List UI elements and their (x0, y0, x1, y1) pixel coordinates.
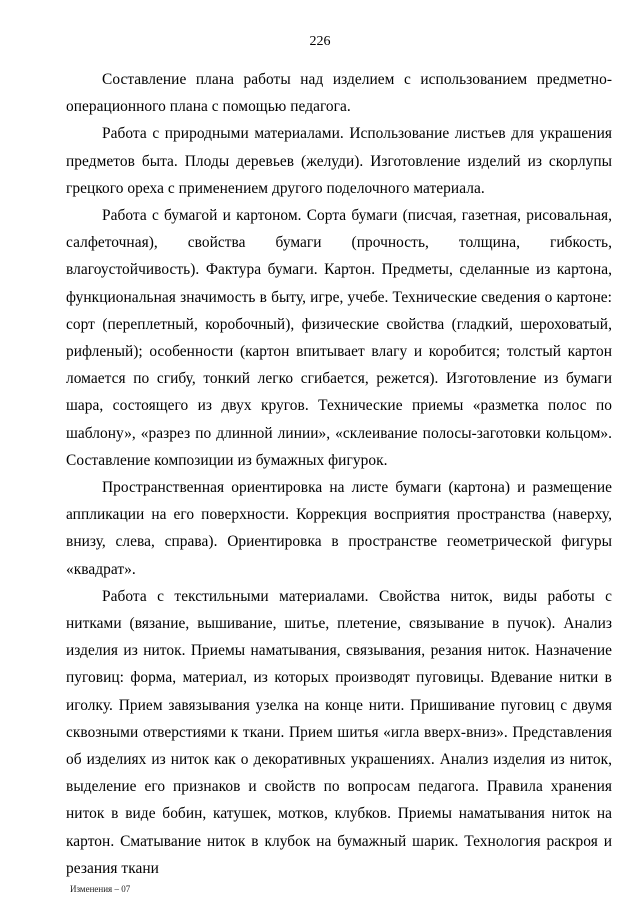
paragraph-paper-cardboard: Работа с бумагой и картоном. Сорта бумаги (писчая, газетная, рисовальная, салфеточная), свойства бумаги (прочность, толщина, гибкость, влагоустойчивость). Фактура бумаги. Картон. Предметы, сделанные из картона, функциональная значимость в быту, игре, учебе. Технические сведения о картоне: сорт (переплетный, коробочный), физические свойства (гладкий, шероховатый, рифленый); особенности (картон впитывает влагу и коробится; толстый картон ломается по сгибу, тонкий легко сгибается, режется). Изготовление из бумаги шара, состоящего из двух кругов. Технические приемы «разметка полос по шаблону», «разрез по длинной линии», «склеивание полосы-заготовки кольцом». Составление композиции из бумажных фигурок. (66, 207, 612, 469)
paragraph-natural-materials: Работа с природными материалами. Использование листьев для украшения предметов быта. Плоды деревьев (желуди). Изготовление изделий из скорлупы грецкого ореха с применением другого поделочного материала. (66, 125, 612, 197)
body-text (66, 66, 612, 882)
footer-revision-note: Изменения – 07 (70, 884, 131, 894)
paragraph-spatial-orientation: Пространственная ориентировка на листе бумаги (картона) и размещение аппликации на его поверхности. Коррекция восприятия пространства (наверху, внизу, слева, справа). Ориентировка в пространстве геометрической фигуры «квадрат». (66, 479, 612, 578)
paragraph-textile-materials: Работа с текстильными материалами. Свойства ниток, виды работы с нитками (вязание, вышивание, шитье, плетение, связывание в пучок). Анализ изделия из ниток. Приемы наматывания, связывания, резания ниток. Назначение пуговиц: форма, материал, из которых производят пуговицы. Вдевание нитки в иголку. Прием завязывания узелка на конце нити. Пришивание пуговиц с двумя сквозными отверстиями к ткани. Прием шитья «игла вверх-вниз». Представления об изделиях из ниток как о декоративных украшениях. Анализ изделия из ниток, выделение его признаков и свойств по вопросам педагога. Правила хранения ниток в виде бобин, катушек, мотков, клубков. Приемы наматывания ниток на картон. Сматывание ниток в клубок на бумажный шарик. Технология раскроя и резания ткани (66, 587, 612, 877)
page-number: 226 (309, 34, 331, 49)
paragraph-planning: Составление плана работы над изделием с использованием предметно-операционного плана с помощью педагога. (66, 71, 612, 116)
